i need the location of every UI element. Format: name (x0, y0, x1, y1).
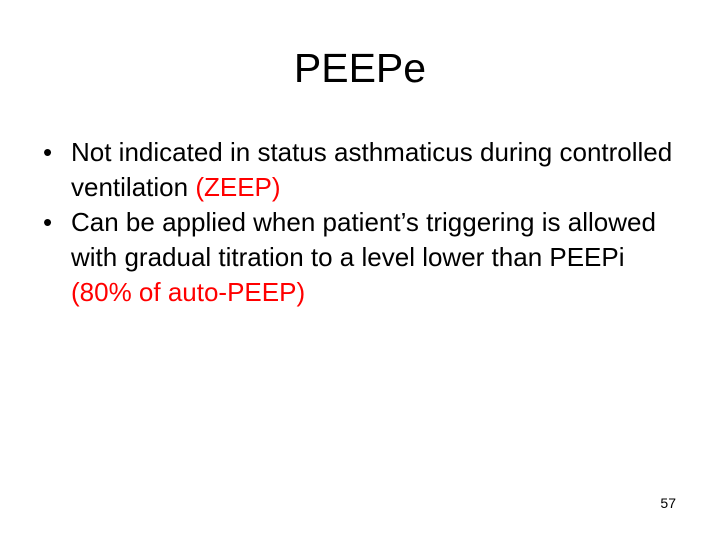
bullet-marker: • (43, 207, 53, 237)
slide-title: PEEPe (293, 45, 427, 91)
bullet-highlight: (ZEEP) (195, 172, 281, 202)
bullet-text: Not indicated in status asthmaticus during controlled ventilation (71, 137, 673, 202)
bullet-list (40, 135, 690, 310)
bullet-item (40, 135, 690, 205)
page-number: 57 (660, 495, 676, 511)
bullet-item (40, 205, 690, 310)
bullet-highlight: (80% of auto-PEEP) (71, 277, 306, 307)
bullet-marker: • (43, 137, 53, 167)
bullet-text: Can be applied when patient’s triggering is allowed with gradual titration to a level lower than PEEPi (71, 207, 656, 272)
